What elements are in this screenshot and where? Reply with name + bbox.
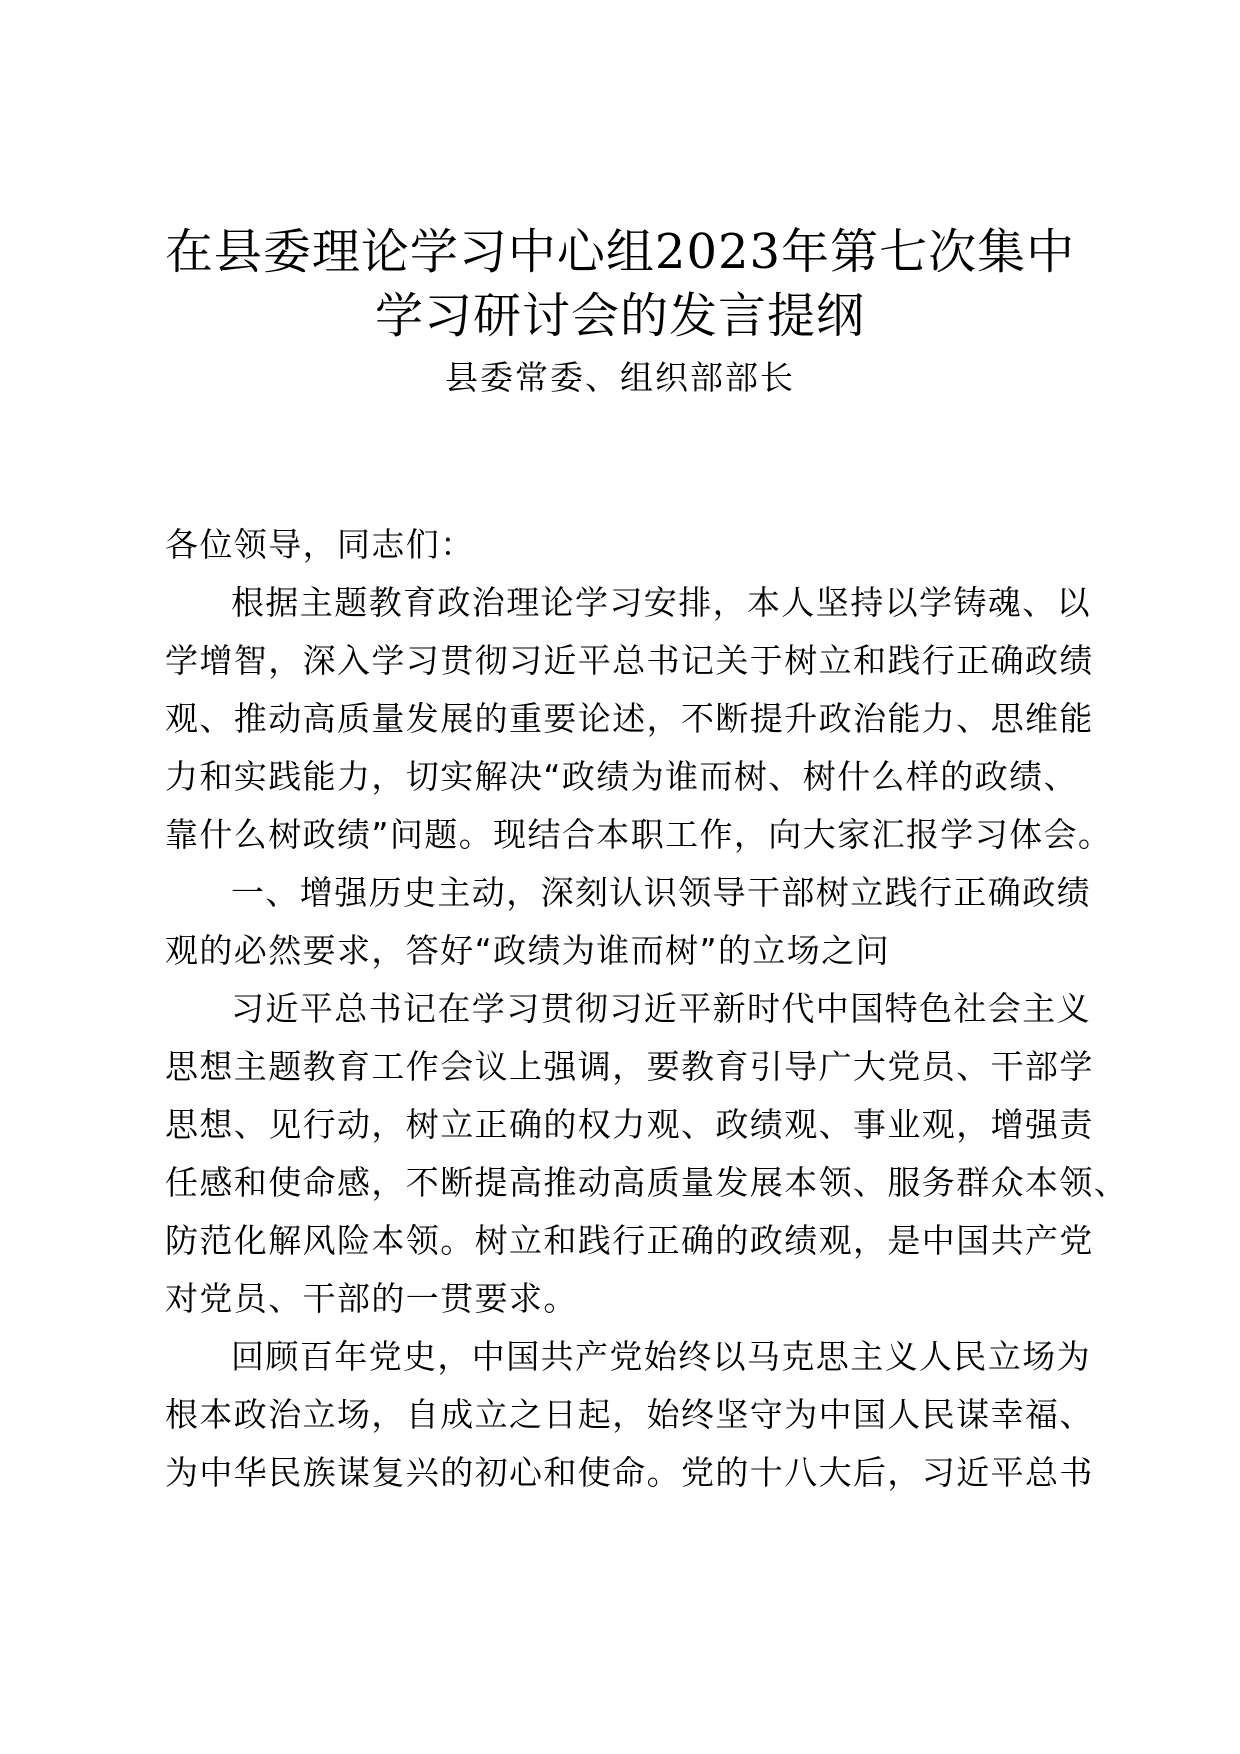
- paragraph-line: 防范化解风险本领。树立和践行正确的政绩观，是中国共产党: [165, 1221, 1094, 1260]
- paragraph-line: 学增智，深入学习贯彻习近平总书记关于树立和践行正确政绩: [165, 641, 1094, 680]
- paragraph-line: 思想、见行动，树立正确的权力观、政绩观、事业观，增强责: [165, 1105, 1094, 1144]
- paragraph-line: 根本政治立场，自成立之日起，始终坚守为中国人民谋幸福、: [165, 1395, 1094, 1434]
- salutation: 各位领导，同志们：: [165, 525, 475, 564]
- document-title-line-2: 学习研讨会的发言提纲: [374, 288, 865, 344]
- paragraph-line: 根据主题教育政治理论学习安排，本人坚持以学铸魂、以: [231, 583, 1091, 622]
- paragraph-line: 观、推动高质量发展的重要论述，不断提升政治能力、思维能: [165, 699, 1094, 738]
- paragraph-line: 思想主题教育工作会议上强调，要教育引导广大党员、干部学: [165, 1047, 1094, 1086]
- paragraph-line: 对党员、干部的一贯要求。: [165, 1279, 578, 1318]
- document-author: 县委常委、组织部部长: [445, 358, 795, 397]
- document-body: [165, 516, 1129, 1502]
- document-title-line-1: 在县委理论学习中心组2023年第七次集中: [164, 224, 1076, 280]
- paragraph-line: 习近平总书记在学习贯彻习近平新时代中国特色社会主义: [231, 989, 1091, 1028]
- paragraph-line: 靠什么树政绩”问题。现结合本职工作，向大家汇报学习体会。: [165, 815, 1113, 854]
- section-heading-line: 一、增强历史主动，深刻认识领导干部树立践行正确政绩: [231, 873, 1091, 912]
- paragraph-line: 力和实践能力，切实解决“政绩为谁而树、树什么样的政绩、: [165, 757, 1078, 796]
- section-heading-line: 观的必然要求，答好“政绩为谁而树”的立场之问: [165, 931, 890, 970]
- paragraph-line: 为中华民族谋复兴的初心和使命。党的十八大后，习近平总书: [165, 1453, 1094, 1492]
- paragraph-line: 回顾百年党史，中国共产党始终以马克思主义人民立场为: [231, 1337, 1091, 1376]
- paragraph-line: 任感和使命感，不断提高推动高质量发展本领、服务群众本领、: [165, 1163, 1129, 1202]
